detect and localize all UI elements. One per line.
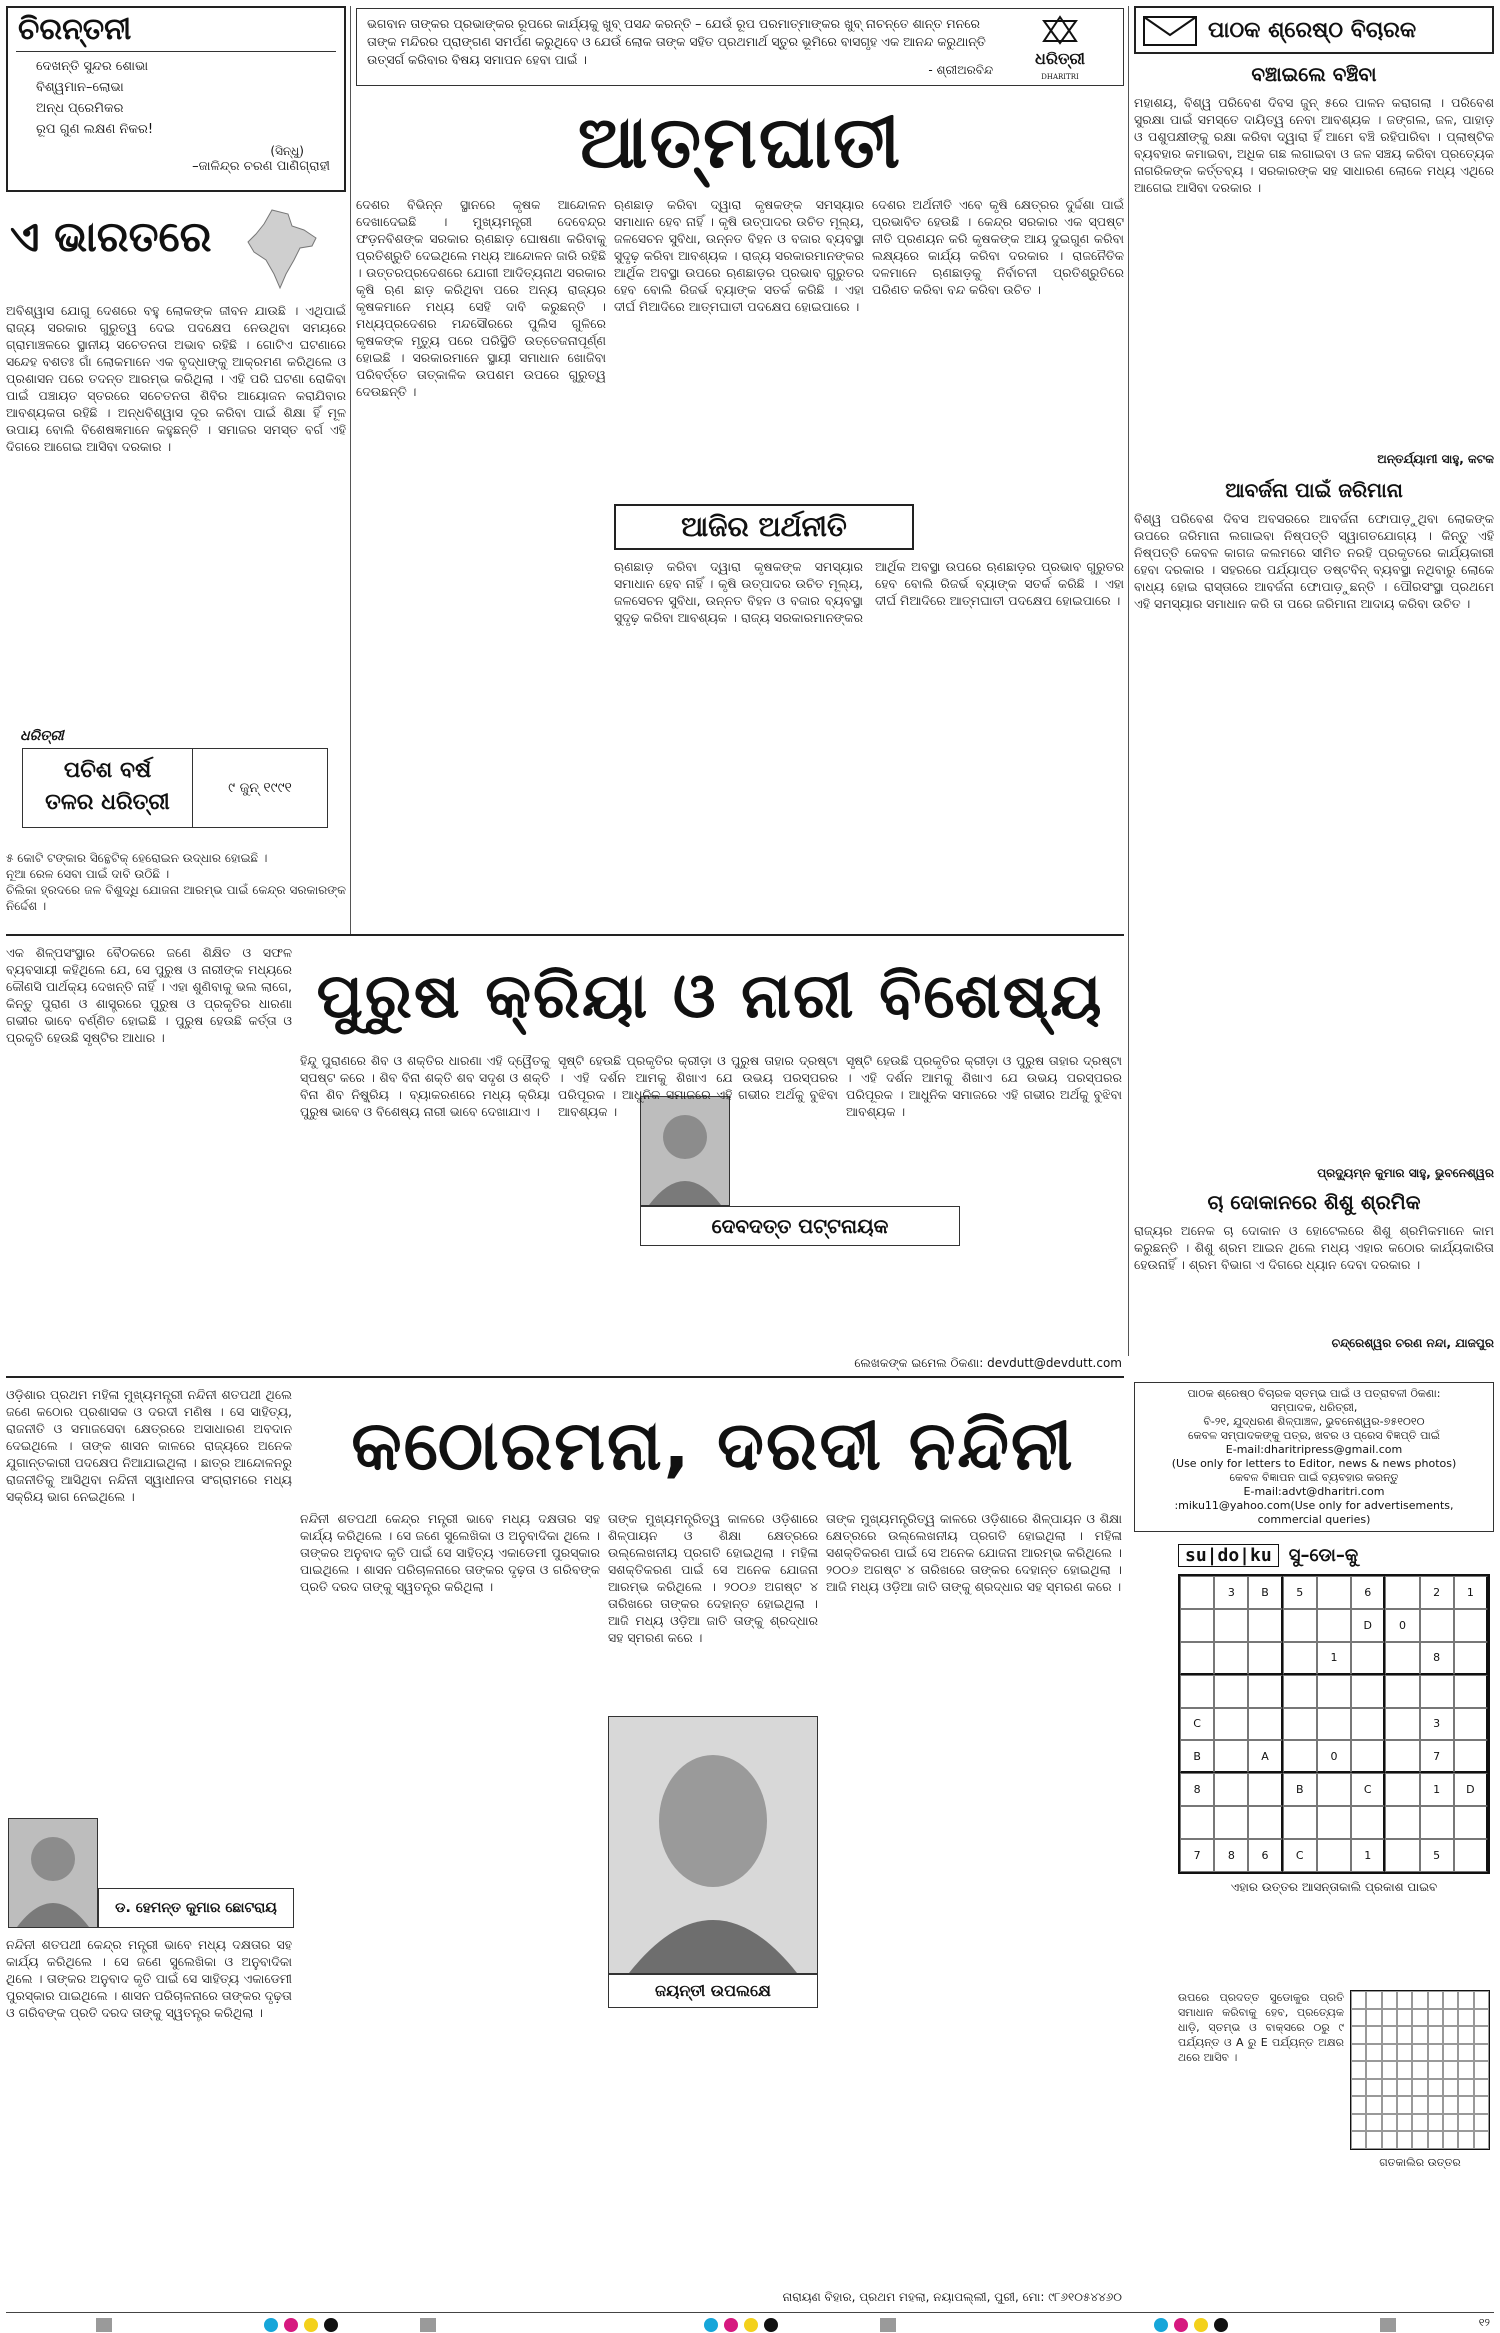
answer-cell [1458, 2114, 1473, 2132]
letter3-title: ଚା ଦୋକାନରେ ଶିଶୁ ଶ୍ରମିକ [1207, 1190, 1421, 1214]
purusha-col3: ସୃଷ୍ଟି ହେଉଛି ପ୍ରକୃତିର କ୍ରୀଡ଼ା ଓ ପୁରୁଷ ତାହାର ଦ୍ରଷ୍ଟା । ଏହି ଦର୍ଶନ ଆମକୁ ଶିଖାଏ ଯେ ଉଭୟ ପରସ୍ପରର ପରିପୂରକ । ଆଧୁନିକ ସମାଜରେ ଏହି ଗଭୀର ଅର୍ଥକୁ ବୁଝିବା ଆବଶ୍ୟକ । [846, 1053, 1122, 1119]
sudoku-cell [1248, 1609, 1282, 1642]
answer-cell [1428, 1991, 1443, 2009]
answer-cell [1458, 2131, 1473, 2149]
answer-cell [1366, 2061, 1381, 2079]
editorial-col1: ଦେଶର ବିଭିନ୍ନ ସ୍ଥାନରେ କୃଷକ ଆନ୍ଦୋଳନ ଦେଖାଦେଇଛି । ମୁଖ୍ୟମନ୍ତ୍ରୀ ଦେବେନ୍ଦ୍ର ଫଡ଼ନବିଶଙ୍କ ସରକାର ଋଣଛାଡ଼ ଘୋଷଣା କରିବାକୁ ପ୍ରତିଶ୍ରୁତି ଦେଇଥିଲେ ମଧ୍ୟ ଆନ୍ଦୋଳନ ଜାରି ରହିଛି । ଉତ୍ତରପ୍ରଦେଶରେ ଯୋଗୀ ଆଦିତ୍ୟନାଥ ସରକାର କୃଷି ଋଣ ଛାଡ଼ କରିଥିବା ପରେ ଅନ୍ୟ ରାଜ୍ୟର କୃଷକମାନେ ମଧ୍ୟ ସେହି ଦାବି କରୁଛନ୍ତି । ମଧ୍ୟପ୍ରଦେଶର ମନ୍ଦସୌରରେ ପୁଲିସ ଗୁଳିରେ କୃଷକଙ୍କ ମୃତ୍ୟୁ ପରେ ପରିସ୍ଥିତି ଉତ୍ତେଜନାପୂର୍ଣ୍ଣ ହୋଇଛି । ସରକାରମାନେ ସ୍ଥାୟୀ ସମାଧାନ ଖୋଜିବା ପରିବର୍ତ୍ତେ ତାତ୍କାଳିକ ଉପଶମ ଉପରେ ଗୁରୁତ୍ୱ ଦେଉଛନ୍ତି । [356, 197, 606, 399]
sudoku-cell [1317, 1839, 1351, 1872]
letter1-title: ବଞ୍ଚାଇଲେ ବଞ୍ଚିବା [1251, 62, 1377, 86]
magenta-dot [724, 2318, 738, 2332]
answer-cell [1443, 2131, 1458, 2149]
quote-text: ଭଗବାନ ତାଙ୍କର ପ୍ରଭାଙ୍କର ରୂପରେ କାର୍ଯ୍ୟକୁ ଖୁବ୍ ପସନ୍ଦ କରନ୍ତି – ଯେଉଁ ରୂପ ପରମାତ୍ମାଙ୍କର ଖୁବ୍ ନାଚନ୍ତେ ଶାନ୍ତ ମନରେ ତାଙ୍କ ମନ୍ଦିରର ପ୍ରାଙ୍ଗଣ ସମର୍ପଣ କରୁଥିବେ ଓ ଯେଉଁ ଲୋକ ତାଙ୍କ ସହିତ ପ୍ରଥମାର୍ଥ ସ୍ତୁର ଭୂମିରେ ବାସଗୃହ ଏକ ଆନନ୍ଦ କରୁଥାନ୍ତି ଉତ୍ସର୍ଗ କରିବାର ବିଷୟ ସମାପନ ହେବା ପାଇଁ । [367, 16, 986, 67]
sudoku-cell: 7 [1180, 1839, 1214, 1872]
black-dot [324, 2318, 338, 2332]
contact-line[interactable]: E-mail:advt@dharitri.com [1243, 1485, 1385, 1498]
sudoku-cell [1283, 1708, 1317, 1741]
answer-cell [1382, 2114, 1397, 2132]
sudoku-answer-label: ଗତକାଲିର ଉତ୍ତର [1379, 2156, 1461, 2169]
magenta-dot [284, 2318, 298, 2332]
sudoku-grid [1178, 1574, 1490, 1874]
answer-cell [1458, 2079, 1473, 2097]
answer-cell [1351, 2061, 1366, 2079]
answer-cell [1443, 2096, 1458, 2114]
sudoku-cell: 0 [1317, 1740, 1351, 1773]
sudoku-cell [1283, 1740, 1317, 1773]
poem-title: ଚିରନ୍ତନୀ [18, 12, 132, 47]
answer-cell [1458, 2026, 1473, 2044]
answer-cell [1474, 1991, 1489, 2009]
sudoku-cell [1283, 1675, 1317, 1708]
contact-line[interactable]: :miku11@yahoo.com(Use only for advertisements, commercial queries) [1174, 1499, 1454, 1526]
sudoku-cell [1317, 1806, 1351, 1839]
answer-cell [1412, 2114, 1427, 2132]
sudoku-cell [1248, 1773, 1282, 1806]
answer-cell [1458, 2009, 1473, 2027]
answer-cell [1412, 2131, 1427, 2149]
sudoku-cell [1385, 1708, 1419, 1741]
ajira-title: ଆଜିର ଅର୍ଥନୀତି [614, 504, 914, 550]
logo-sub: DHARITRI [1041, 73, 1079, 81]
sudoku-cell: C [1180, 1708, 1214, 1741]
star-logo-icon [1040, 15, 1080, 45]
answer-cell [1397, 2114, 1412, 2132]
sudoku-cell [1420, 1609, 1454, 1642]
print-mark [880, 2318, 896, 2332]
nandini-col3a: ତାଙ୍କ ମୁଖ୍ୟମନ୍ତ୍ରିତ୍ୱ କାଳରେ ଓଡ଼ିଶାରେ ଶିଳ୍ପାୟନ ଓ ଶିକ୍ଷା କ୍ଷେତ୍ରରେ ଉଲ୍ଲେଖନୀୟ ପ୍ରଗତି ହୋଇଥିଲା । ମହିଳା ସଶକ୍ତିକରଣ ପାଇଁ ସେ ଅନେକ ଯୋଜନା ଆରମ୍ଭ କରିଥିଲେ । ୨୦୦୬ ଅଗଷ୍ଟ ୪ ତାରିଖରେ ତାଙ୍କର ଦେହାନ୍ତ ହୋଇଥିଲା । ଆଜି ମଧ୍ୟ ଓଡ଼ିଆ ଜାତି ତାଙ୍କୁ ଶ୍ରଦ୍ଧାର ସହ ସ୍ମରଣ କରେ । [608, 1511, 818, 1645]
sudoku-cell [1454, 1839, 1488, 1872]
nandini-title: କଠୋରମନା, ଦରଦୀ ନନ୍ଦିନୀ [351, 1407, 1075, 1486]
answer-cell [1458, 2096, 1473, 2114]
pachisa-item: ନୂଆ ରେଳ ସେବା ପାଇଁ ଦାବି ଉଠିଛି । [6, 867, 170, 881]
sudoku-cell [1385, 1675, 1419, 1708]
sudoku-cell: C [1283, 1839, 1317, 1872]
letter2-body: ବିଶ୍ୱ ପରିବେଶ ଦିବସ ଅବସରରେ ଆବର୍ଜନା ଫୋପାଡ଼ୁଥିବା ଲୋକଙ୍କ ଉପରେ ଜରିମାନା ଲଗାଇବା ନିଷ୍ପତ୍ତି ସ୍ୱାଗତଯୋଗ୍ୟ । କିନ୍ତୁ ଏହି ନିଷ୍ପତ୍ତି କେବଳ କାଗଜ କଲମରେ ସୀମିତ ନରହି ପ୍ରକୃତରେ କାର୍ଯ୍ୟକାରୀ ହେବା ଦରକାର । ସହରରେ ପର୍ଯ୍ୟାପ୍ତ ଡଷ୍ଟବିନ୍ ବ୍ୟବସ୍ଥା ନଥିବାରୁ ଲୋକେ ବାଧ୍ୟ ହୋଇ ରାସ୍ତାରେ ଆବର୍ଜନା ଫୋପାଡ଼ୁଛନ୍ତି । ପୌରସଂସ୍ଥା ପ୍ରଥମେ ଏହି ସମସ୍ୟାର ସମାଧାନ କରି ତା ପରେ ଜରିମାନା ଆଦାୟ କରିବା ଉଚିତ । [1134, 511, 1494, 611]
poem-line: ଅନ୍ଧ ପ୍ରେମିକର [36, 101, 124, 116]
sudoku-cell [1248, 1675, 1282, 1708]
sudoku-cell [1214, 1675, 1248, 1708]
sudoku-cell [1214, 1708, 1248, 1741]
sudoku-cell [1248, 1642, 1282, 1675]
pachisa-box [6, 728, 346, 844]
nandini-col1b: ନନ୍ଦିନୀ ଶତପଥୀ କେନ୍ଦ୍ର ମନ୍ତ୍ରୀ ଭାବେ ମଧ୍ୟ ଦକ୍ଷତାର ସହ କାର୍ଯ୍ୟ କରିଥିଲେ । ସେ ଜଣେ ସୁଲେଖିକା ଓ ଅନୁବାଦିକା ଥିଲେ । ତାଙ୍କର ଅନୁବାଦ କୃତି ପାଇଁ ସେ ସାହିତ୍ୟ ଏକାଡେମୀ ପୁରସ୍କାର ପାଇଥିଲେ । ଶାସନ ପରିଚାଳନାରେ ତାଙ୍କର ଦୃଢ଼ତା ଓ ଗରିବଙ୍କ ପ୍ରତି ଦରଦ ତାଙ୍କୁ ସ୍ୱତନ୍ତ୍ର କରିଥିଲା । [6, 1937, 292, 2020]
poem-note: (ସିନ୍ଧୁ) [270, 144, 304, 158]
answer-cell [1397, 2044, 1412, 2062]
answer-cell [1382, 2026, 1397, 2044]
letter3-body: ରାଜ୍ୟର ଅନେକ ଚା ଦୋକାନ ଓ ହୋଟେଲରେ ଶିଶୁ ଶ୍ରମିକମାନେ କାମ କରୁଛନ୍ତି । ଶିଶୁ ଶ୍ରମ ଆଇନ ଥିଲେ ମଧ୍ୟ ଏହାର କଠୋର କାର୍ଯ୍ୟକାରିତା ହେଉନାହିଁ । ଶ୍ରମ ବିଭାଗ ଏ ଦିଗରେ ଧ୍ୟାନ ଦେବା ଦରକାର । [1134, 1223, 1494, 1272]
sudoku-rules: ଉପରେ ପ୍ରଦତ୍ତ ସୁଡୋକୁର ପ୍ରତି ସମାଧାନ କରିବାକୁ ହେବ, ପ୍ରତ୍ୟେକ ଧାଡ଼ି, ସ୍ତମ୍ଭ ଓ ବାକ୍ସରେ ୦ରୁ ୯ ପର୍ଯ୍ୟନ୍ତ ଓ A ରୁ E ପର୍ଯ୍ୟନ୍ତ ଅକ୍ଷର ଥରେ ଆସିବ । [1178, 1991, 1344, 2064]
poem-box [6, 6, 346, 192]
sudoku-cell [1317, 1708, 1351, 1741]
section-rule [6, 934, 1124, 936]
poem-line: ରୂପ ଗୁଣ ଲକ୍ଷଣ ନିକର! [36, 122, 154, 137]
answer-cell [1412, 2096, 1427, 2114]
answer-cell [1351, 2114, 1366, 2132]
answer-cell [1428, 2026, 1443, 2044]
sudoku-cell [1454, 1609, 1488, 1642]
answer-cell [1351, 1991, 1366, 2009]
answer-cell [1366, 2026, 1381, 2044]
author-photo-devdutt [640, 1096, 730, 1206]
page-number: ୧୨ [1478, 2316, 1490, 2329]
print-mark [96, 2318, 112, 2332]
nandini-col3: ତାଙ୍କ ମୁଖ୍ୟମନ୍ତ୍ରିତ୍ୱ କାଳରେ ଓଡ଼ିଶାରେ ଶିଳ୍ପାୟନ ଓ ଶିକ୍ଷା କ୍ଷେତ୍ରରେ ଉଲ୍ଲେଖନୀୟ ପ୍ରଗତି ହୋଇଥିଲା । ମହିଳା ସଶକ୍ତିକରଣ ପାଇଁ ସେ ଅନେକ ଯୋଜନା ଆରମ୍ଭ କରିଥିଲେ । ୨୦୦୬ ଅଗଷ୍ଟ ୪ ତାରିଖରେ ତାଙ୍କର ଦେହାନ୍ତ ହୋଇଥିଲା । ଆଜି ମଧ୍ୟ ଓଡ଼ିଆ ଜାତି ତାଙ୍କୁ ଶ୍ରଦ୍ଧାର ସହ ସ୍ମରଣ କରେ । [826, 1511, 1122, 1594]
answer-cell [1382, 2096, 1397, 2114]
answer-cell [1428, 2096, 1443, 2114]
sudoku-cell [1317, 1609, 1351, 1642]
sudoku-cell [1317, 1773, 1351, 1806]
sudoku-cell: 1 [1317, 1642, 1351, 1675]
sudoku-cell [1454, 1708, 1488, 1741]
cyan-dot [264, 2318, 278, 2332]
sudoku-cell [1180, 1609, 1214, 1642]
answer-cell [1443, 2009, 1458, 2027]
sudoku-cell [1214, 1773, 1248, 1806]
purusha-col2b: ସୃଷ୍ଟି ହେଉଛି ପ୍ରକୃତିର କ୍ରୀଡ଼ା ଓ ପୁରୁଷ ତାହାର ଦ୍ରଷ୍ଟା । ଏହି ଦର୍ଶନ ଆମକୁ ଶିଖାଏ ଯେ ଉଭୟ ପରସ୍ପରର ପରିପୂରକ । ଆଧୁନିକ ସମାଜରେ ଏହି ଗଭୀର ଅର୍ଥକୁ ବୁଝିବା ଆବଶ୍ୟକ । [558, 1053, 838, 1119]
dharitri-logo [1005, 15, 1115, 79]
answer-cell [1443, 2114, 1458, 2132]
sudoku-header [1178, 1540, 1490, 1570]
answer-cell [1366, 2114, 1381, 2132]
quote-author: - ଶ୍ରୀଅରବିନ୍ଦ [928, 63, 993, 77]
black-dot [764, 2318, 778, 2332]
answer-cell [1366, 2044, 1381, 2062]
purusha-col1: ଏକ ଶିଳ୍ପସଂସ୍ଥାର ବୈଠକରେ ଜଣେ ଶିକ୍ଷିତ ଓ ସଫଳ ବ୍ୟବସାୟୀ କହିଥିଲେ ଯେ, ସେ ପୁରୁଷ ଓ ନାରୀଙ୍କ ମଧ୍ୟରେ କୌଣସି ପାର୍ଥକ୍ୟ ଦେଖନ୍ତି ନାହିଁ । ଏହା ଶୁଣିବାକୁ ଭଲ ଲାଗେ, କିନ୍ତୁ ପୁରାଣ ଓ ଶାସ୍ତ୍ରରେ ପୁରୁଷ ଓ ପ୍ରକୃତିର ଧାରଣା ଗଭୀର ଭାବେ ବର୍ଣ୍ଣିତ ହୋଇଛି । ପୁରୁଷ ହେଉଛି କର୍ତ୍ତା ଓ ପ୍ରକୃତି ହେଉଛି ସୃଷ୍ଟିର ଆଧାର । [6, 945, 292, 1045]
answer-cell [1474, 2061, 1489, 2079]
sudoku-cell [1454, 1806, 1488, 1839]
cyan-dot [1154, 2318, 1168, 2332]
answer-cell [1443, 2061, 1458, 2079]
sudoku-cell: 8 [1214, 1839, 1248, 1872]
answer-cell [1366, 2096, 1381, 2114]
answer-cell [1397, 2079, 1412, 2097]
magenta-dot [1174, 2318, 1188, 2332]
letter1-body: ମହାଶୟ, ବିଶ୍ୱ ପରିବେଶ ଦିବସ ଜୁନ୍ ୫ରେ ପାଳନ କରାଗଲା । ପରିବେଶ ସୁରକ୍ଷା ପାଇଁ ସମସ୍ତେ ଦାୟିତ୍ୱ ନେବା ଆବଶ୍ୟକ । ଜଙ୍ଗଲ, ଜଳ, ପାହାଡ଼ ଓ ପଶୁପକ୍ଷୀଙ୍କୁ ରକ୍ଷା କରିବା ଦ୍ୱାରା ହିଁ ଆମେ ବଞ୍ଚି ରହିପାରିବା । ପ୍ଲାଷ୍ଟିକ ବ୍ୟବହାର କମାଇବା, ଅଧିକ ଗଛ ଲଗାଇବା ଓ ଜଳ ସଞ୍ଚୟ କରିବା ପ୍ରତ୍ୟେକ ନାଗରିକଙ୍କ କର୍ତ୍ତବ୍ୟ । ସରକାରଙ୍କ ସହ ସାଧାରଣ ଲୋକେ ମଧ୍ୟ ଏଥିରେ ଆଗେଇ ଆସିବା ଦରକାର । [1134, 95, 1494, 195]
nandini-address: ନାରାୟଣ ବିହାର, ପ୍ରଥମ ମହଲା, ନୟାପଲ୍ଲୀ, ପୁରୀ, ମୋ: ୯୮୬୧୦୫୪୪୬୦ [782, 2290, 1122, 2304]
sudoku-cell [1214, 1642, 1248, 1675]
contact-line: କେବଳ ବିଜ୍ଞାପନ ପାଇଁ ବ୍ୟବହାର କରନ୍ତୁ [1229, 1471, 1399, 1484]
contact-line: ବି-୨୧, ଯୁଦ୍ଧରଣ ଶିଳ୍ପାଞ୍ଚଳ, ଭୁବନେଶ୍ୱର-୭୫୧୦୧୦ [1203, 1415, 1425, 1428]
sudoku-cell [1351, 1806, 1385, 1839]
answer-cell [1474, 2026, 1489, 2044]
answer-cell [1397, 2061, 1412, 2079]
ebharat-body: ଅବିଶ୍ୱାସ ଯୋଗୁ ଦେଶରେ ବହୁ ଲୋକଙ୍କ ଜୀବନ ଯାଉଛି । ଏଥିପାଇଁ ରାଜ୍ୟ ସରକାର ଗୁରୁତ୍ୱ ଦେଇ ପଦକ୍ଷେପ ନେଉଥିବା ସମୟରେ ଗ୍ରାମାଞ୍ଚଳରେ ସ୍ଥାନୀୟ ସଚେତନତା ଅଭାବ ରହିଛି । ଗୋଟିଏ ଘଟଣାରେ ସନ୍ଦେହ ବଶତଃ ଗାଁ ଲୋକମାନେ ଏକ ବୃଦ୍ଧାଙ୍କୁ ଆକ୍ରମଣ କରିଥିଲେ ଓ ପ୍ରଶାସନ ପରେ ତଦନ୍ତ ଆରମ୍ଭ କରିଥିଲା । ଏହି ପରି ଘଟଣା ରୋକିବା ପାଇଁ ପଞ୍ଚାୟତ ସ୍ତରରେ ସଚେତନତା ଶିବିର ଆୟୋଜନ କରାଯିବାର ଆବଶ୍ୟକତା ରହିଛି । ଅନ୍ଧବିଶ୍ୱାସ ଦୂର କରିବା ପାଇଁ ଶିକ୍ଷା ହିଁ ମୂଳ ଉପାୟ ବୋଲି ବିଶେଷଜ୍ଞମାନେ କହୁଛନ୍ତି । ସମାଜର ସମସ୍ତ ବର୍ଗ ଏହି ଦିଗରେ ଆଗେଇ ଆସିବା ଦରକାର । [6, 303, 346, 454]
sudoku-cell [1385, 1773, 1419, 1806]
answer-cell [1382, 2044, 1397, 2062]
poem-author: –ଜାଳିନ୍ଦ୍ର ଚରଣ ପାଣିଗ୍ରାହୀ [192, 159, 330, 174]
editorial-title: ଆତ୍ମଘାତୀ [577, 100, 903, 184]
sudoku-cell [1180, 1576, 1214, 1609]
answer-cell [1428, 2061, 1443, 2079]
answer-cell [1412, 2044, 1427, 2062]
answer-cell [1382, 2131, 1397, 2149]
answer-cell [1366, 1991, 1381, 2009]
sudoku-cell [1180, 1642, 1214, 1675]
answer-cell [1443, 2026, 1458, 2044]
answer-cell [1397, 2131, 1412, 2149]
sudoku-cell: 1 [1420, 1773, 1454, 1806]
sudoku-cell: 8 [1180, 1773, 1214, 1806]
sudoku-cell [1248, 1806, 1282, 1839]
sudoku-cell [1454, 1642, 1488, 1675]
pachisa-item: ୫ କୋଟି ଟଙ୍କାର ସିନ୍ଥେଟିକ୍ ହେରୋଇନ ଉଦ୍ଧାର ହୋଇଛି । [6, 851, 268, 865]
answer-cell [1412, 2026, 1427, 2044]
nandini-photo-caption: ଜୟନ୍ତୀ ଉପଲକ୍ଷେ [608, 1974, 818, 2008]
black-dot [1214, 2318, 1228, 2332]
sudoku-cell [1454, 1740, 1488, 1773]
author-photo-hemanta [8, 1818, 98, 1928]
sudoku-cell [1180, 1675, 1214, 1708]
nandini-col1: ଓଡ଼ିଶାର ପ୍ରଥମ ମହିଳା ମୁଖ୍ୟମନ୍ତ୍ରୀ ନନ୍ଦିନୀ ଶତପଥୀ ଥିଲେ ଜଣେ କଠୋର ପ୍ରଶାସକ ଓ ଦରଦୀ ମଣିଷ । ସେ ସାହିତ୍ୟ, ରାଜନୀତି ଓ ସମାଜସେବା କ୍ଷେତ୍ରରେ ଅସାଧାରଣ ଅବଦାନ ଦେଇଥିଲେ । ତାଙ୍କ ଶାସନ କାଳରେ ରାଜ୍ୟରେ ଅନେକ ଯୁଗାନ୍ତକାରୀ ପଦକ୍ଷେପ ନିଆଯାଇଥିଲା । ଛାତ୍ର ଆନ୍ଦୋଳନରୁ ରାଜନୀତିକୁ ଆସିଥିବା ନନ୍ଦିନୀ ସ୍ୱାଧୀନତା ସଂଗ୍ରାମରେ ମଧ୍ୟ ସକ୍ରିୟ ଭାଗ ନେଇଥିଲେ । [6, 1387, 292, 1504]
answer-cell [1443, 2079, 1458, 2097]
letter2-title: ଆବର୍ଜନା ପାଇଁ ଜରିମାନା [1225, 478, 1403, 502]
print-mark [1380, 2318, 1396, 2332]
logo-text: ଧରିତ୍ରୀ [1035, 49, 1085, 68]
answer-cell [1428, 2079, 1443, 2097]
sudoku-cell [1420, 1806, 1454, 1839]
answer-cell [1351, 2079, 1366, 2097]
letter3-sign: ଚନ୍ଦ୍ରେଶ୍ୱର ଚରଣ ନନ୍ଦା, ଯାଜପୁର [1331, 1336, 1494, 1350]
pachisa-items [6, 850, 346, 926]
sudoku-cell: 1 [1454, 1576, 1488, 1609]
sudoku-cell: 0 [1385, 1609, 1419, 1642]
editorial-col2: ଋଣଛାଡ଼ କରିବା ଦ୍ୱାରା କୃଷକଙ୍କ ସମସ୍ୟାର ସମାଧାନ ହେବ ନାହିଁ । କୃଷି ଉତ୍ପାଦର ଉଚିତ ମୂଲ୍ୟ, ଜଳସେଚନ ସୁବିଧା, ଉନ୍ନତ ବିହନ ଓ ବଜାର ବ୍ୟବସ୍ଥା ସୁଦୃଢ଼ କରିବା ଆବଶ୍ୟକ । ରାଜ୍ୟ ସରକାରମାନଙ୍କର ଆର୍ଥିକ ଅବସ୍ଥା ଉପରେ ଋଣଛାଡ଼ର ପ୍ରଭାବ ଗୁରୁତର ହେବ ବୋଲି ରିଜର୍ଭ ବ୍ୟାଙ୍କ ସତର୍କ କରିଛି । ଏହା ଦୀର୍ଘ ମିଆଦିରେ ଆତ୍ମଘାତୀ ପଦକ୍ଷେପ ହୋଇପାରେ । [614, 197, 864, 314]
sudoku-cell [1351, 1642, 1385, 1675]
answer-cell [1351, 2044, 1366, 2062]
poem-line: ଦେଖନ୍ତି ସୁନ୍ଦର ଶୋଭା [36, 59, 149, 74]
contact-line[interactable]: E-mail:dharitripress@gmail.com [1225, 1443, 1403, 1456]
answer-cell [1397, 2009, 1412, 2027]
answer-cell [1443, 1991, 1458, 2009]
answer-cell [1366, 2131, 1381, 2149]
purusha-email: ଲେଖକଙ୍କ ଇମେଲ ଠିକଣା: devdutt@devdutt.com [854, 1356, 1122, 1370]
answer-cell [1474, 2131, 1489, 2149]
letter1-sign: ଅନ୍ତର୍ଯ୍ୟାମୀ ସାହୁ, କଟକ [1377, 452, 1494, 466]
sudoku-cell [1214, 1609, 1248, 1642]
sudoku-answer-grid [1350, 1990, 1490, 2150]
sudoku-cell [1385, 1576, 1419, 1609]
footer-rule [6, 2312, 1494, 2313]
portrait-icon [609, 1717, 817, 1973]
ebharat-title: ଏ ଭାରତରେ [10, 212, 212, 261]
column-rule [1128, 6, 1129, 1356]
answer-cell [1428, 2114, 1443, 2132]
envelope-icon [1142, 13, 1200, 47]
contact-box [1134, 1382, 1494, 1532]
letters-header [1134, 6, 1494, 54]
pachisa-item: ଚିଲିକା ହ୍ରଦରେ ଜଳ ବିଶୁଦ୍ଧି ଯୋଜନା ଆରମ୍ଭ ପାଇଁ କେନ୍ଦ୍ର ସରକାରଙ୍କ ନିର୍ଦ୍ଦେଶ । [6, 883, 346, 913]
letter2-sign: ପ୍ରଦ୍ୟୁମ୍ନ କୁମାର ସାହୁ, ଭୁବନେଶ୍ୱର [1317, 1166, 1494, 1180]
sudoku-cell: B [1180, 1740, 1214, 1773]
sudoku-cell [1351, 1675, 1385, 1708]
contact-line: କେବଳ ସମ୍ପାଦକଙ୍କୁ ପତ୍ର, ଖବର ଓ ପ୍ରେସ ବିଜ୍ଞପ୍ତି ପାଇଁ [1188, 1429, 1440, 1442]
pachisa-logo: ଧରିତ୍ରୀ [20, 728, 64, 744]
answer-cell [1351, 2026, 1366, 2044]
answer-cell [1382, 2009, 1397, 2027]
sudoku-cell: 8 [1420, 1642, 1454, 1675]
sudoku-cell [1317, 1675, 1351, 1708]
print-mark [420, 2318, 436, 2332]
answer-cell [1474, 2114, 1489, 2132]
sudoku-cell [1385, 1806, 1419, 1839]
yellow-dot [1194, 2318, 1208, 2332]
answer-cell [1474, 2044, 1489, 2062]
sudoku-cell: 3 [1214, 1576, 1248, 1609]
answer-cell [1351, 2131, 1366, 2149]
answer-cell [1397, 2096, 1412, 2114]
letters-header-title: ପାଠକ ଶ୍ରେଷ୍ଠ ବିଚାରକ [1208, 17, 1417, 43]
yellow-dot [304, 2318, 318, 2332]
answer-cell [1382, 1991, 1397, 2009]
sudoku-cell [1180, 1806, 1214, 1839]
answer-cell [1412, 1991, 1427, 2009]
india-map-icon [242, 208, 322, 292]
sudoku-cell: 1 [1351, 1839, 1385, 1872]
sudoku-cell: 6 [1351, 1576, 1385, 1609]
sudoku-cell: D [1351, 1609, 1385, 1642]
sudoku-cell [1420, 1675, 1454, 1708]
nandini-photo [608, 1716, 818, 1974]
sudoku-cell [1214, 1740, 1248, 1773]
purusha-col2: ହିନ୍ଦୁ ପୁରାଣରେ ଶିବ ଓ ଶକ୍ତିର ଧାରଣା ଏହି ଦ୍ୱୈତକୁ ସ୍ପଷ୍ଟ କରେ । ଶିବ ବିନା ଶକ୍ତି ଶବ ସଦୃଶ ଓ ଶକ୍ତି ବିନା ଶିବ ନିଷ୍କ୍ରିୟ । ବ୍ୟାକରଣରେ ମଧ୍ୟ କ୍ରିୟା ପୁରୁଷ ଭାବେ ଓ ବିଶେଷ୍ୟ ନାରୀ ଭାବେ ଦେଖାଯାଏ । [300, 1053, 550, 1119]
ebharat-header [6, 202, 346, 302]
ajira-body: ଋଣଛାଡ଼ କରିବା ଦ୍ୱାରା କୃଷକଙ୍କ ସମସ୍ୟାର ସମାଧାନ ହେବ ନାହିଁ । କୃଷି ଉତ୍ପାଦର ଉଚିତ ମୂଲ୍ୟ, ଜଳସେଚନ ସୁବିଧା, ଉନ୍ନତ ବିହନ ଓ ବଜାର ବ୍ୟବସ୍ଥା ସୁଦୃଢ଼ କରିବା ଆବଶ୍ୟକ । ରାଜ୍ୟ ସରକାରମାନଙ୍କର ଆର୍ଥିକ ଅବସ୍ଥା ଉପରେ ଋଣଛାଡ଼ର ପ୍ରଭାବ ଗୁରୁତର ହେବ ବୋଲି ରିଜର୍ଭ ବ୍ୟାଙ୍କ ସତର୍କ କରିଛି । ଏହା ଦୀର୍ଘ ମିଆଦିରେ ଆତ୍ମଘାତୀ ପଦକ୍ଷେପ ହୋଇପାରେ । [614, 559, 1124, 625]
answer-cell [1397, 2026, 1412, 2044]
sudoku-cell [1385, 1839, 1419, 1872]
answer-cell [1428, 2044, 1443, 2062]
answer-cell [1351, 2009, 1366, 2027]
yellow-dot [744, 2318, 758, 2332]
answer-cell [1474, 2079, 1489, 2097]
answer-cell [1428, 2131, 1443, 2149]
sudoku-title-en: su|do|ku [1178, 1544, 1279, 1567]
sudoku-cell [1283, 1806, 1317, 1839]
sudoku-cell: A [1248, 1740, 1282, 1773]
answer-cell [1351, 2096, 1366, 2114]
sudoku-cell: D [1454, 1773, 1488, 1806]
answer-cell [1428, 2009, 1443, 2027]
sudoku-cell [1385, 1740, 1419, 1773]
answer-cell [1458, 2061, 1473, 2079]
person-icon [641, 1097, 729, 1205]
answer-cell [1366, 2009, 1381, 2027]
sudoku-cell: 6 [1248, 1839, 1282, 1872]
sudoku-cell [1454, 1675, 1488, 1708]
person-icon [9, 1819, 97, 1927]
sudoku-hint: ଏହାର ଉତ୍ତର ଆସନ୍ତାକାଲି ପ୍ରକାଶ ପାଇବ [1230, 1880, 1438, 1894]
answer-cell [1458, 1991, 1473, 2009]
column-rule [350, 6, 351, 936]
pachisa-line1: ପଚିଶ ବର୍ଷ [63, 758, 152, 783]
sudoku-cell [1351, 1708, 1385, 1741]
sudoku-cell: 2 [1420, 1576, 1454, 1609]
editorial-col3: ଦେଶର ଅର୍ଥନୀତି ଏବେ କୃଷି କ୍ଷେତ୍ରର ଦୁର୍ଦ୍ଦଶା ପାଇଁ ପ୍ରଭାବିତ ହେଉଛି । କେନ୍ଦ୍ର ସରକାର ଏକ ସ୍ପଷ୍ଟ ନୀତି ପ୍ରଣୟନ କରି କୃଷକଙ୍କ ଆୟ ଦୁଇଗୁଣ କରିବା ଲକ୍ଷ୍ୟରେ କାର୍ଯ୍ୟ କରିବା ଦରକାର । ରାଜନୈତିକ ଦଳମାନେ ଋଣଛାଡ଼କୁ ନିର୍ବାଚନୀ ପ୍ରତିଶ୍ରୁତିରେ ପରିଣତ କରିବା ବନ୍ଦ କରିବା ଉଚିତ । [872, 197, 1124, 297]
section-rule [6, 1376, 1124, 1378]
nandini-author: ଡ. ହେମନ୍ତ କୁମାର ଛୋଟରାୟ [98, 1888, 294, 1928]
answer-cell [1397, 1991, 1412, 2009]
answer-cell [1412, 2061, 1427, 2079]
sudoku-cell: 7 [1420, 1740, 1454, 1773]
sudoku-cell [1385, 1642, 1419, 1675]
sudoku-title-or: ସୁ–ଡୋ–କୁ [1288, 1544, 1359, 1566]
poem-lines [8, 52, 344, 144]
answer-cell [1412, 2079, 1427, 2097]
answer-cell [1458, 2044, 1473, 2062]
pachisa-date: ୯ ଜୁନ୍ ୧୯୯୧ [228, 780, 292, 796]
sudoku-cell [1283, 1642, 1317, 1675]
sudoku-cell [1283, 1609, 1317, 1642]
contact-line: ପାଠକ ଶ୍ରେଷ୍ଠ ବିଚାରକ ସ୍ତମ୍ଭ ପାଇଁ ଓ ପତ୍ରାବଳୀ ଠିକଣା: [1187, 1387, 1441, 1400]
masthead-quote [356, 8, 1124, 86]
answer-cell [1366, 2079, 1381, 2097]
sudoku-cell [1351, 1740, 1385, 1773]
contact-line: ସମ୍ପାଦକ, ଧରିତ୍ରୀ, [1270, 1401, 1358, 1414]
pachisa-line2: ତଳର ଧରିତ୍ରୀ [45, 790, 170, 815]
answer-cell [1382, 2079, 1397, 2097]
sudoku-cell: 3 [1420, 1708, 1454, 1741]
sudoku-cell: 5 [1283, 1576, 1317, 1609]
contact-line[interactable]: (Use only for letters to Editor, news & news photos) [1171, 1457, 1457, 1470]
answer-cell [1443, 2044, 1458, 2062]
sudoku-cell: 5 [1420, 1839, 1454, 1872]
nandini-col2: ନନ୍ଦିନୀ ଶତପଥୀ କେନ୍ଦ୍ର ମନ୍ତ୍ରୀ ଭାବେ ମଧ୍ୟ ଦକ୍ଷତାର ସହ କାର୍ଯ୍ୟ କରିଥିଲେ । ସେ ଜଣେ ସୁଲେଖିକା ଓ ଅନୁବାଦିକା ଥିଲେ । ତାଙ୍କର ଅନୁବାଦ କୃତି ପାଇଁ ସେ ସାହିତ୍ୟ ଏକାଡେମୀ ପୁରସ୍କାର ପାଇଥିଲେ । ଶାସନ ପରିଚାଳନାରେ ତାଙ୍କର ଦୃଢ଼ତା ଓ ଗରିବଙ୍କ ପ୍ରତି ଦରଦ ତାଙ୍କୁ ସ୍ୱତନ୍ତ୍ର କରିଥିଲା । [300, 1511, 600, 1594]
sudoku-cell: B [1283, 1773, 1317, 1806]
answer-cell [1382, 2061, 1397, 2079]
sudoku-cell [1214, 1806, 1248, 1839]
poem-line: ବିଶ୍ୱମାନ–ଲୋଭା [36, 80, 124, 95]
purusha-author: ଦେବଦତ୍ତ ପଟ୍ଟନାୟକ [640, 1206, 960, 1246]
sudoku-cell: C [1351, 1773, 1385, 1806]
cyan-dot [704, 2318, 718, 2332]
sudoku-cell [1248, 1708, 1282, 1741]
sudoku-cell [1317, 1576, 1351, 1609]
answer-cell [1474, 2009, 1489, 2027]
answer-cell [1412, 2009, 1427, 2027]
purusha-title: ପୁରୁଷ କ୍ରିୟା ଓ ନାରୀ ବିଶେଷ୍ୟ [316, 959, 1104, 1032]
sudoku-cell: B [1248, 1576, 1282, 1609]
answer-cell [1474, 2096, 1489, 2114]
